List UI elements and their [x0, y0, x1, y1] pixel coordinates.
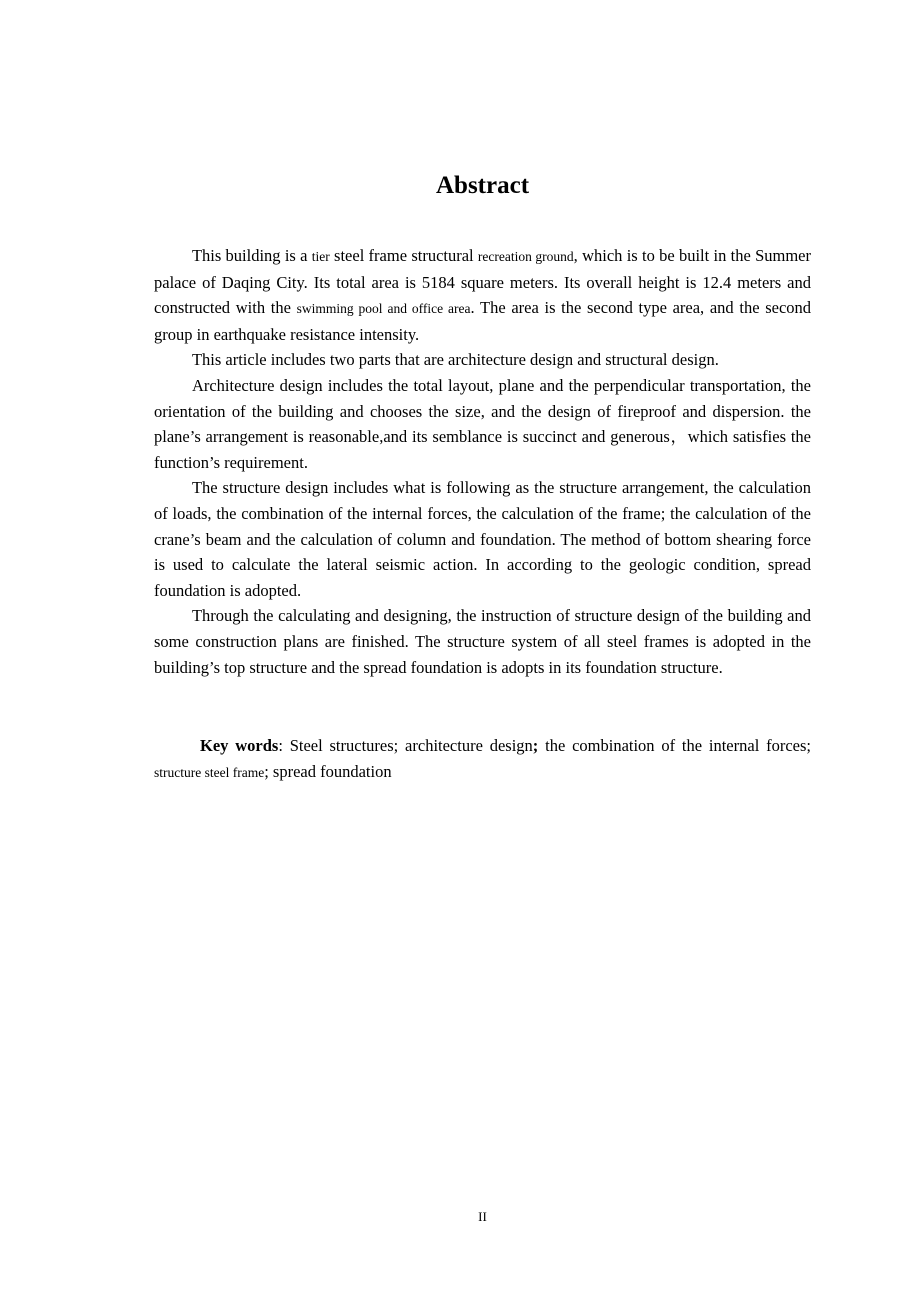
paragraph-text: Architecture design includes the total layout, plane and the perpendicular transportation, the orientation of the building and chooses the size, and the design of fireproof and dispersion. the plane’s arrangement is reasonable,and its semblance is	[154, 375, 811, 447]
keywords-line	[154, 733, 811, 785]
paragraph-text: . The area is the second type area, and the second group in earthquake resistance intensity.	[154, 298, 812, 344]
keywords-text-small: structure steel frame	[154, 764, 265, 780]
paragraph-text-small: tier	[311, 249, 330, 264]
paragraph-text: steel frame structural	[329, 246, 478, 265]
keywords-text: ; spread foundation	[264, 761, 392, 781]
abstract-body	[154, 243, 811, 680]
keywords-text: : Steel structures; architecture design	[278, 736, 533, 755]
paragraph-text: , which is to be built in the Summer palace of Daqing City. Its total area is 5184 square meters. Its overall height is 12.4 meters and constructed with the	[154, 246, 811, 318]
abstract-paragraph-3	[154, 373, 811, 475]
paragraph-text: succinct and generous，	[522, 427, 688, 447]
keywords-separator: ;	[532, 736, 539, 755]
abstract-paragraph-5: Through the calculating and designing, the instruction of structure design of the building and some construction plans are finished. The structure system of all steel frames is adopted in the building’s top structure and the spread foundation is adopts in its foundation structure.	[154, 606, 811, 677]
paragraph-text: This building is a	[191, 246, 312, 265]
paragraph-text: which satisfies the function’s requirement.	[154, 427, 811, 472]
abstract-paragraph-1	[154, 243, 811, 347]
paragraph-text-small: swimming pool and office area	[296, 301, 471, 317]
abstract-paragraph-2: This article includes two parts that are architecture design and structural design.	[191, 350, 719, 370]
page-number: II	[478, 1209, 487, 1224]
page-title: Abstract	[435, 172, 530, 199]
paragraph-text-small: recreation ground	[477, 249, 574, 264]
abstract-paragraph-4: The structure design includes what is following as the structure arrangement, the calculation of loads, the combination of the internal forces, the calculation of the frame; the calculation of the crane’s beam and the calculation of column and foundation. The method of bottom shearing force is used to calculate the lateral seismic action. In according to the geologic condition, spread foundation is adopted.	[154, 478, 811, 600]
keywords-label: Key words	[200, 736, 279, 755]
keywords-text: the combination of the internal forces;	[538, 736, 811, 755]
